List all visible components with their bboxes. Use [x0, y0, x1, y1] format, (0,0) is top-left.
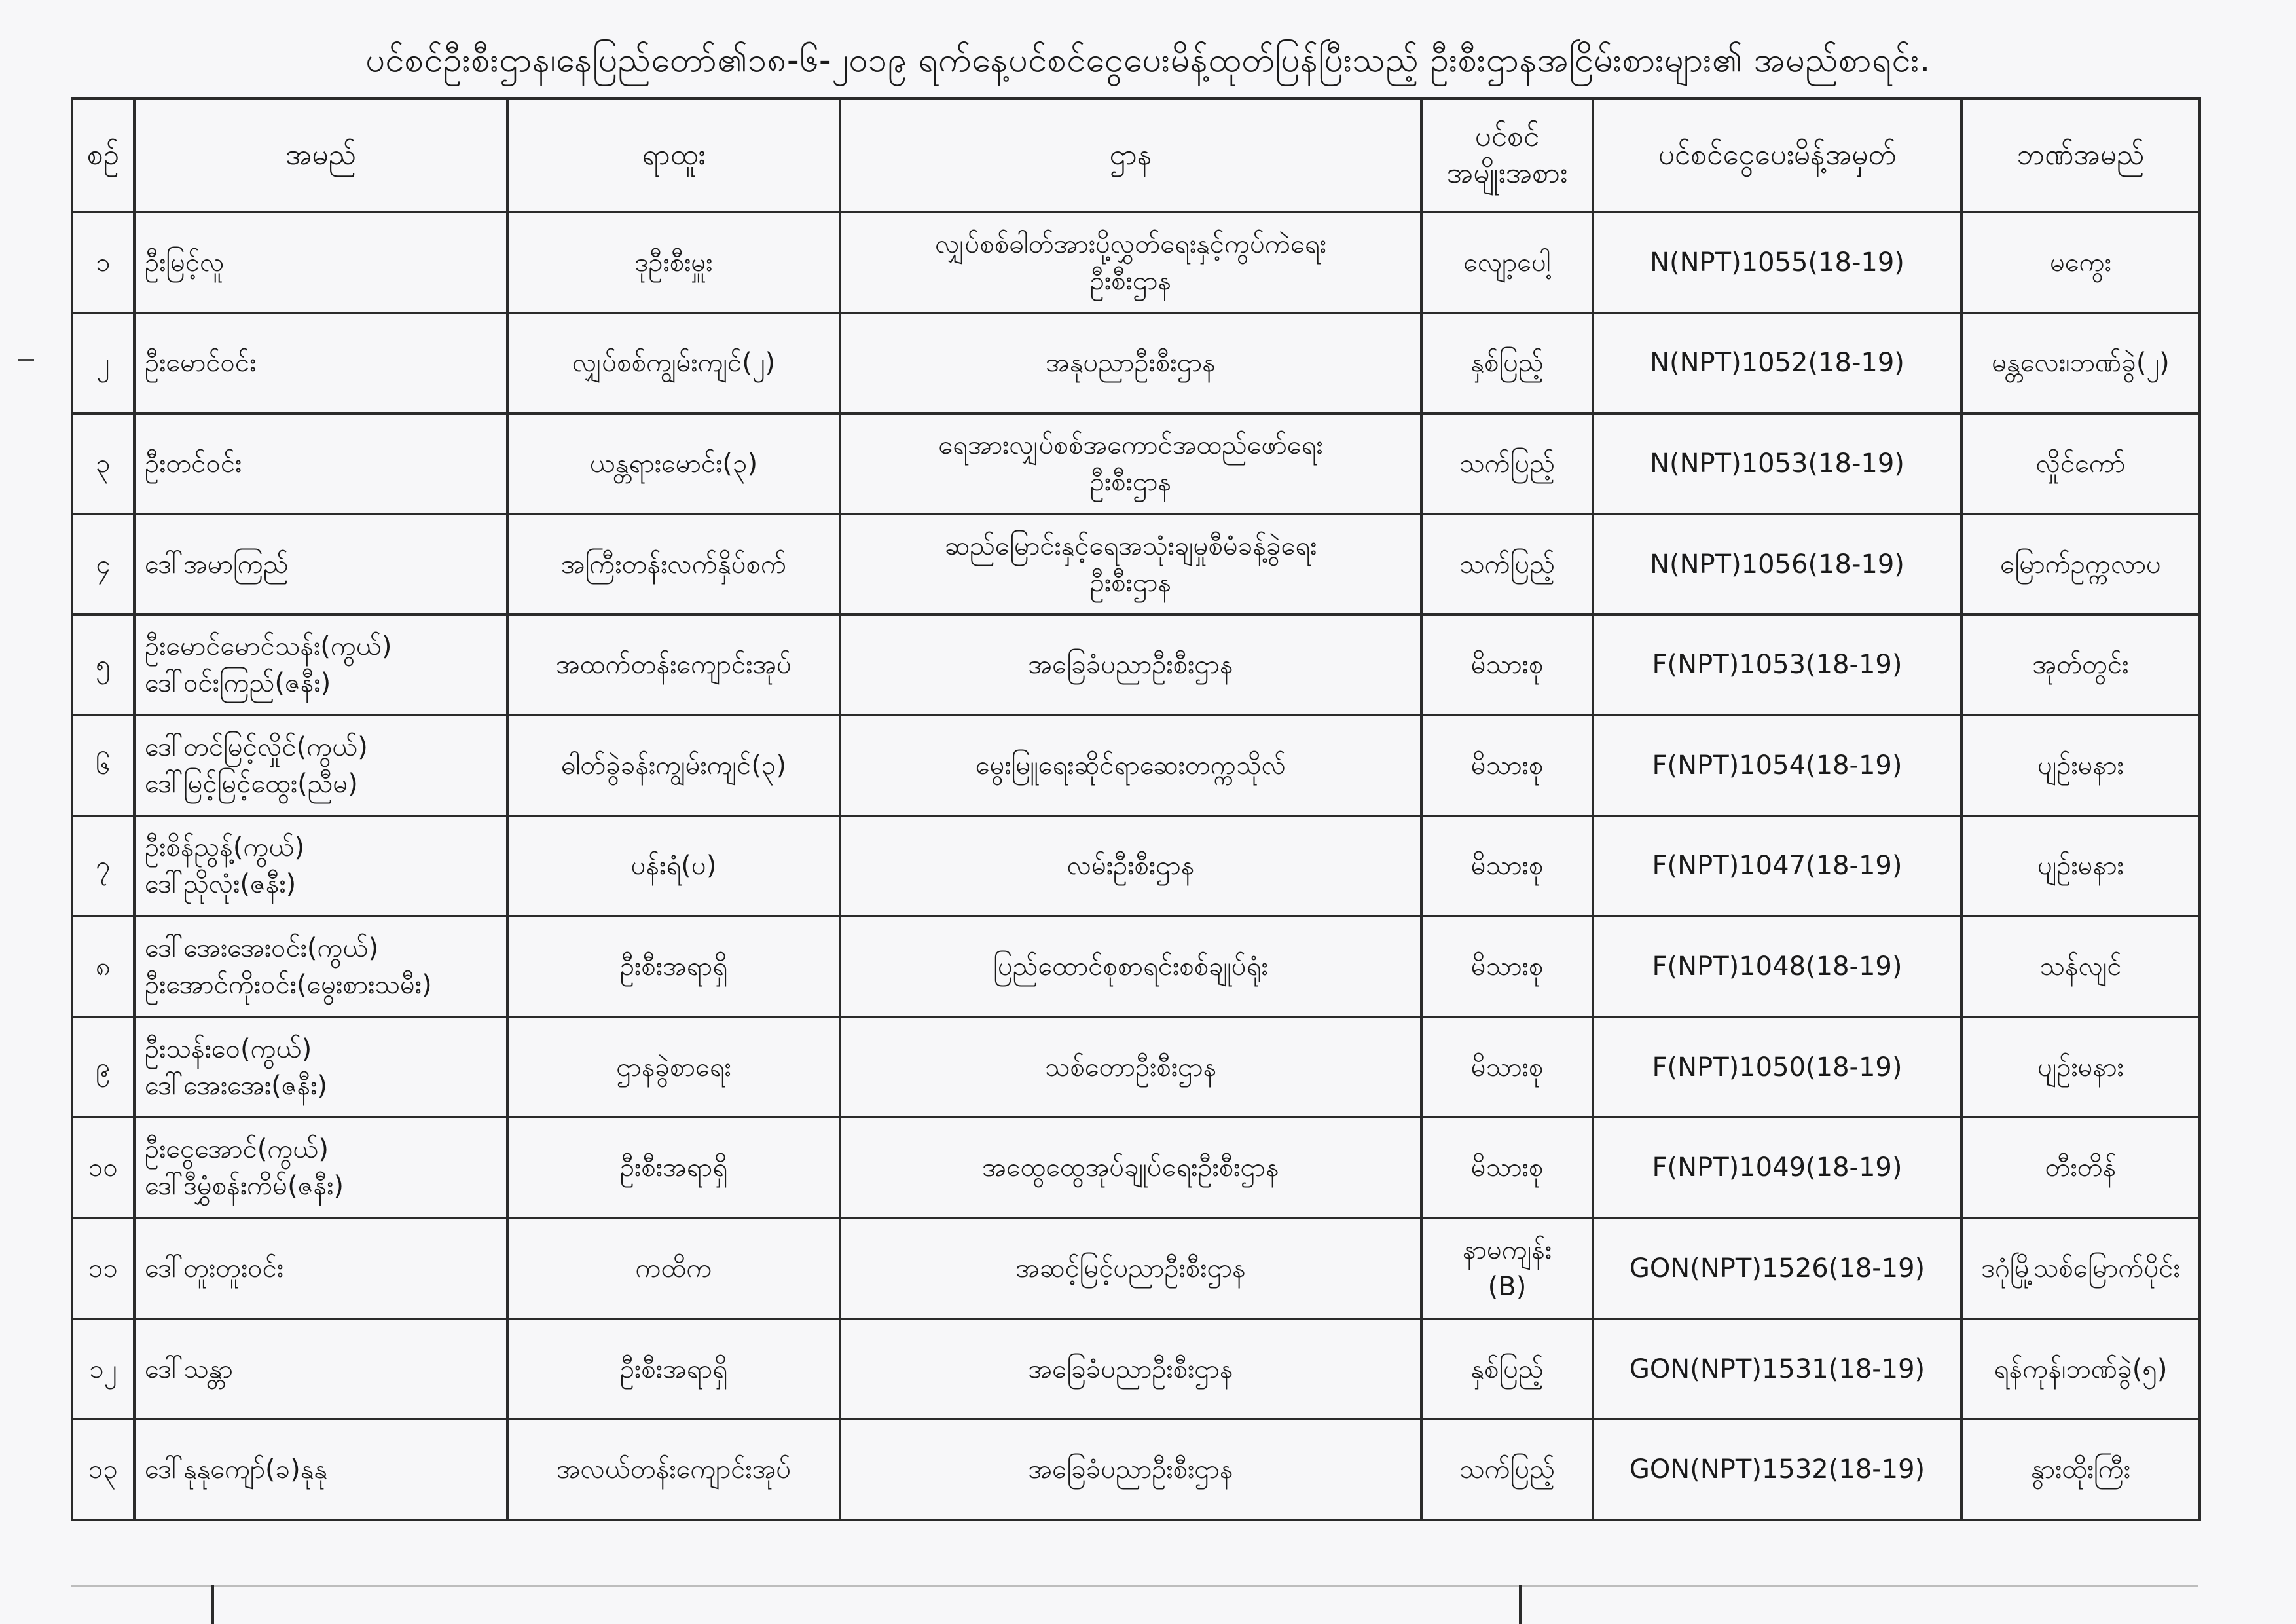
cell-no: ၁၂ [72, 1319, 134, 1420]
cell-pension-order-no: N(NPT)1052(18-19) [1593, 313, 1961, 414]
cell-name [134, 715, 507, 816]
cell-pension-order-no: N(NPT)1056(18-19) [1593, 514, 1961, 615]
cell-pension-type [1421, 212, 1593, 313]
table-row [72, 1218, 2200, 1319]
cell-department-line: အဆင့်မြင့်ပညာဦးစီးဌာန [1015, 1253, 1246, 1283]
header-department: ဌာန [840, 98, 1421, 212]
cell-pension-type [1421, 614, 1593, 715]
cell-no: ၁၃ [72, 1419, 134, 1520]
cell-bank: တီးတိန် [1961, 1117, 2200, 1218]
cell-name-line: ဒေါ်အေးအေး(ဇနီး) [145, 1070, 327, 1101]
cell-pension-type-line: မိသားစု [1470, 650, 1544, 680]
table-row [72, 212, 2200, 313]
cell-name [134, 1017, 507, 1118]
cell-name-line: ဦးစိန်ညွန့်(ကွယ်) [145, 832, 305, 863]
table-row [72, 1319, 2200, 1420]
header-pension-type: ပင်စင် အမျိုးအစား [1421, 98, 1593, 212]
cell-name-line: ဦးမောင်မောင်သန်း(ကွယ်) [145, 631, 392, 662]
cell-bank: ဒဂုံမြို့သစ်မြောက်ပိုင်း [1961, 1218, 2200, 1319]
table-row [72, 816, 2200, 917]
cell-no: ၁၁ [72, 1218, 134, 1319]
table-row [72, 514, 2200, 615]
cell-bank: မန္တလေး၊ဘဏ်ခွဲ(၂) [1961, 313, 2200, 414]
cell-name-line: ဦးတင်ဝင်း [145, 449, 242, 479]
cell-pension-order-no: GON(NPT)1532(18-19) [1593, 1419, 1961, 1520]
cell-name-line: ဒေါ်တင်မြင့်လှိုင်(ကွယ်) [145, 731, 368, 762]
header-rank: ရာထူး [507, 98, 840, 212]
cell-pension-type-line: သက်ပြည့် [1459, 449, 1555, 479]
cell-bank: အုတ်တွင်း [1961, 614, 2200, 715]
cell-department-line: အခြေခံပညာဦးစီးဌာန [1028, 650, 1233, 680]
cell-pension-type-line: မိသားစု [1470, 1153, 1544, 1183]
cell-no: ၆ [72, 715, 134, 816]
cell-rank: ပန်းရံ(ပ) [507, 816, 840, 917]
cell-no: ၉ [72, 1017, 134, 1118]
cell-name [134, 614, 507, 715]
cell-bank: ပျဉ်းမနား [1961, 816, 2200, 917]
cell-no: ၁၀ [72, 1117, 134, 1218]
header-bank: ဘဏ်အမည် [1961, 98, 2200, 212]
cell-name [134, 1319, 507, 1420]
header-name: အမည် [134, 98, 507, 212]
cell-no: ၅ [72, 614, 134, 715]
cell-pension-type [1421, 916, 1593, 1017]
cell-no: ၈ [72, 916, 134, 1017]
cell-department-line: အနုပညာဦးစီးဌာန [1046, 348, 1216, 378]
cell-bank: လှိုင်ကော် [1961, 413, 2200, 514]
cell-department-line: သစ်တောဦးစီးဌာန [1044, 1052, 1217, 1082]
cell-department-line: ရေအားလျှပ်စစ်အကောင်အထည်ဖော်ရေး [938, 430, 1323, 461]
cell-rank: အထက်တန်းကျောင်းအုပ် [507, 614, 840, 715]
bottom-tick [1519, 1585, 1522, 1624]
cell-pension-type-line: မိသားစု [1470, 851, 1544, 881]
cell-department [840, 514, 1421, 615]
cell-department-line: အခြေခံပညာဦးစီးဌာန [1028, 1454, 1233, 1485]
cell-department-line: ဦးစီးဌာန [1089, 467, 1172, 498]
cell-name [134, 514, 507, 615]
cell-name-line: ဒေါ်ဒီမွှံစန်းကိမ်(ဇနီး) [145, 1171, 344, 1202]
cell-department-line: အထွေထွေအုပ်ချုပ်ရေးဦးစီးဌာန [982, 1153, 1279, 1183]
cell-rank: ဦးစီးအရာရှိ [507, 916, 840, 1017]
cell-name [134, 1117, 507, 1218]
cell-no: ၁ [72, 212, 134, 313]
cell-department [840, 313, 1421, 414]
cell-pension-type-line: မိသားစု [1470, 951, 1544, 982]
cell-name-line: ဒေါ်အေးအေးဝင်း(ကွယ်) [145, 933, 379, 964]
cell-department-line: လမ်းဦးစီးဌာန [1066, 851, 1195, 881]
cell-name-line: ဒေါ်မြင့်မြင့်ထွေး(ညီမ) [145, 768, 358, 799]
cell-name-line: ဒေါ်နုနုကျော်(ခ)နုနု [145, 1454, 328, 1485]
cell-name [134, 1218, 507, 1319]
cell-name-line: ဦးသန်းဝေ(ကွယ်) [145, 1033, 312, 1064]
cell-pension-type-line: သက်ပြည့် [1459, 549, 1555, 580]
cell-pension-order-no: F(NPT)1050(18-19) [1593, 1017, 1961, 1118]
table-header-row [72, 98, 2200, 212]
cell-pension-type [1421, 313, 1593, 414]
cell-department-line: ပြည်ထောင်စုစာရင်းစစ်ချုပ်ရုံး [993, 951, 1268, 982]
cell-no: ၃ [72, 413, 134, 514]
cell-name-line: ဦးမောင်ဝင်း [145, 348, 257, 378]
cell-rank: ဒုဦးစီးမှူး [507, 212, 840, 313]
cell-pension-order-no: N(NPT)1055(18-19) [1593, 212, 1961, 313]
cell-name [134, 916, 507, 1017]
cell-name [134, 413, 507, 514]
cell-pension-type [1421, 816, 1593, 917]
header-pension-order-no: ပင်စင်ငွေပေးမိန့်အမှတ် [1593, 98, 1961, 212]
cell-pension-type-line: နှစ်ပြည့် [1470, 1354, 1544, 1384]
cell-rank: အကြီးတန်းလက်နှိပ်စက် [507, 514, 840, 615]
cell-name [134, 816, 507, 917]
cell-bank: ပျဉ်းမနား [1961, 715, 2200, 816]
cell-bank: နွားထိုးကြီး [1961, 1419, 2200, 1520]
cell-department [840, 212, 1421, 313]
cell-rank: ဓါတ်ခွဲခန်းကျွမ်းကျင်(၃) [507, 715, 840, 816]
cell-department [840, 1319, 1421, 1420]
cell-department [840, 413, 1421, 514]
cell-pension-type-line: နာမကျန်း [1462, 1234, 1552, 1265]
cell-bank: သန်လျင် [1961, 916, 2200, 1017]
cell-rank: ကထိက [507, 1218, 840, 1319]
cell-bank: ရန်ကုန်၊ဘဏ်ခွဲ(၅) [1961, 1319, 2200, 1420]
cell-name-line: ဒေါ်သန္တာ [145, 1354, 233, 1384]
cell-pension-order-no: F(NPT)1049(18-19) [1593, 1117, 1961, 1218]
cell-rank: လျှပ်စစ်ကျွမ်းကျင်(၂) [507, 313, 840, 414]
bottom-rule [71, 1585, 2198, 1587]
cell-pension-type-line: နှစ်ပြည့် [1470, 348, 1544, 378]
cell-pension-type-line: လျော့ပေါ့ [1463, 247, 1551, 278]
cell-pension-type-line: မိသားစု [1470, 1052, 1544, 1082]
cell-department [840, 916, 1421, 1017]
cell-no: ၂ [72, 313, 134, 414]
cell-department-line: မွေးမြူရေးဆိုင်ရာဆေးတက္ကသိုလ် [975, 750, 1286, 781]
table-row [72, 1017, 2200, 1118]
cell-pension-type [1421, 1419, 1593, 1520]
cell-pension-order-no: N(NPT)1053(18-19) [1593, 413, 1961, 514]
cell-name-line: ဒေါ်ဝင်းကြည်(ဇနီး) [145, 668, 331, 699]
cell-bank: မြောက်ဥက္ကလာပ [1961, 514, 2200, 615]
cell-pension-order-no: GON(NPT)1526(18-19) [1593, 1218, 1961, 1319]
cell-name-line: ဦးအောင်ကိုးဝင်း(မွေးစားသမီး) [145, 970, 432, 1001]
cell-name [134, 1419, 507, 1520]
cell-rank: ဌာနခွဲစာရေး [507, 1017, 840, 1118]
cell-rank: ယန္တရားမောင်း(၃) [507, 413, 840, 514]
cell-pension-order-no: F(NPT)1053(18-19) [1593, 614, 1961, 715]
cell-pension-type [1421, 1319, 1593, 1420]
cell-name-line: ဒေါ်ညိုလုံး(ဇနီး) [145, 869, 297, 900]
table-row [72, 614, 2200, 715]
cell-pension-type-line: သက်ပြည့် [1459, 1454, 1555, 1485]
cell-department [840, 614, 1421, 715]
cell-department [840, 1419, 1421, 1520]
cell-bank: ပျဉ်းမနား [1961, 1017, 2200, 1118]
header-no: စဉ် [72, 98, 134, 212]
cell-department [840, 715, 1421, 816]
cell-department [840, 1017, 1421, 1118]
cell-no: ၄ [72, 514, 134, 615]
cell-pension-type [1421, 413, 1593, 514]
cell-name-line: ဦးငွေအောင်(ကွယ်) [145, 1134, 329, 1165]
table-row [72, 313, 2200, 414]
cell-rank: ဦးစီးအရာရှိ [507, 1117, 840, 1218]
table-row [72, 916, 2200, 1017]
cell-pension-type-line: မိသားစု [1470, 750, 1544, 781]
cell-department-line: ဦးစီးဌာန [1089, 567, 1172, 598]
table-row [72, 715, 2200, 816]
cell-no: ၇ [72, 816, 134, 917]
cell-department [840, 1117, 1421, 1218]
edge-mark [18, 359, 34, 361]
cell-name-line: ဒေါ်တူးတူးဝင်း [145, 1253, 284, 1283]
cell-pension-type [1421, 514, 1593, 615]
table-row [72, 1117, 2200, 1218]
cell-rank: အလယ်တန်းကျောင်းအုပ် [507, 1419, 840, 1520]
cell-pension-order-no: F(NPT)1048(18-19) [1593, 916, 1961, 1017]
cell-pension-type [1421, 1017, 1593, 1118]
pension-list-table [71, 97, 2201, 1521]
cell-name-line: ဦးမြင့်လူ [145, 247, 225, 278]
cell-department-line: အခြေခံပညာဦးစီးဌာန [1028, 1354, 1233, 1384]
cell-pension-order-no: GON(NPT)1531(18-19) [1593, 1319, 1961, 1420]
cell-pension-type [1421, 1218, 1593, 1319]
table-row [72, 1419, 2200, 1520]
table-row [72, 413, 2200, 514]
cell-department-line: လျှပ်စစ်ဓါတ်အားပို့လွှတ်ရေးနှင့်ကွပ်ကဲရေး [935, 229, 1326, 259]
cell-department-line: ဆည်မြောင်းနှင့်ရေအသုံးချမှုစီမံခန့်ခွဲရေး [944, 530, 1317, 561]
cell-pension-type [1421, 715, 1593, 816]
bottom-tick [211, 1585, 214, 1624]
cell-department [840, 1218, 1421, 1319]
cell-pension-type [1421, 1117, 1593, 1218]
cell-department-line: ဦးစီးဌာန [1089, 265, 1172, 296]
cell-rank: ဦးစီးအရာရှိ [507, 1319, 840, 1420]
cell-name [134, 313, 507, 414]
document-title: ပင်စင်ဦးစီးဌာန၊နေပြည်တော်၏၁၈-၆-၂၀၁၉ ရက်နေ့ပင်စင်ငွေပေးမိန့်ထုတ်ပြန်ပြီးသည့် ဦးစီးဌာနအငြိမ်းစားများ၏ အမည်စာရင်း. [365, 41, 1931, 80]
cell-name [134, 212, 507, 313]
cell-pension-order-no: F(NPT)1047(18-19) [1593, 816, 1961, 917]
cell-bank: မကွေး [1961, 212, 2200, 313]
cell-name-line: ဒေါ်အမာကြည် [145, 549, 289, 580]
cell-pension-order-no: F(NPT)1054(18-19) [1593, 715, 1961, 816]
cell-pension-type-line: (B) [1487, 1271, 1527, 1302]
cell-department [840, 816, 1421, 917]
